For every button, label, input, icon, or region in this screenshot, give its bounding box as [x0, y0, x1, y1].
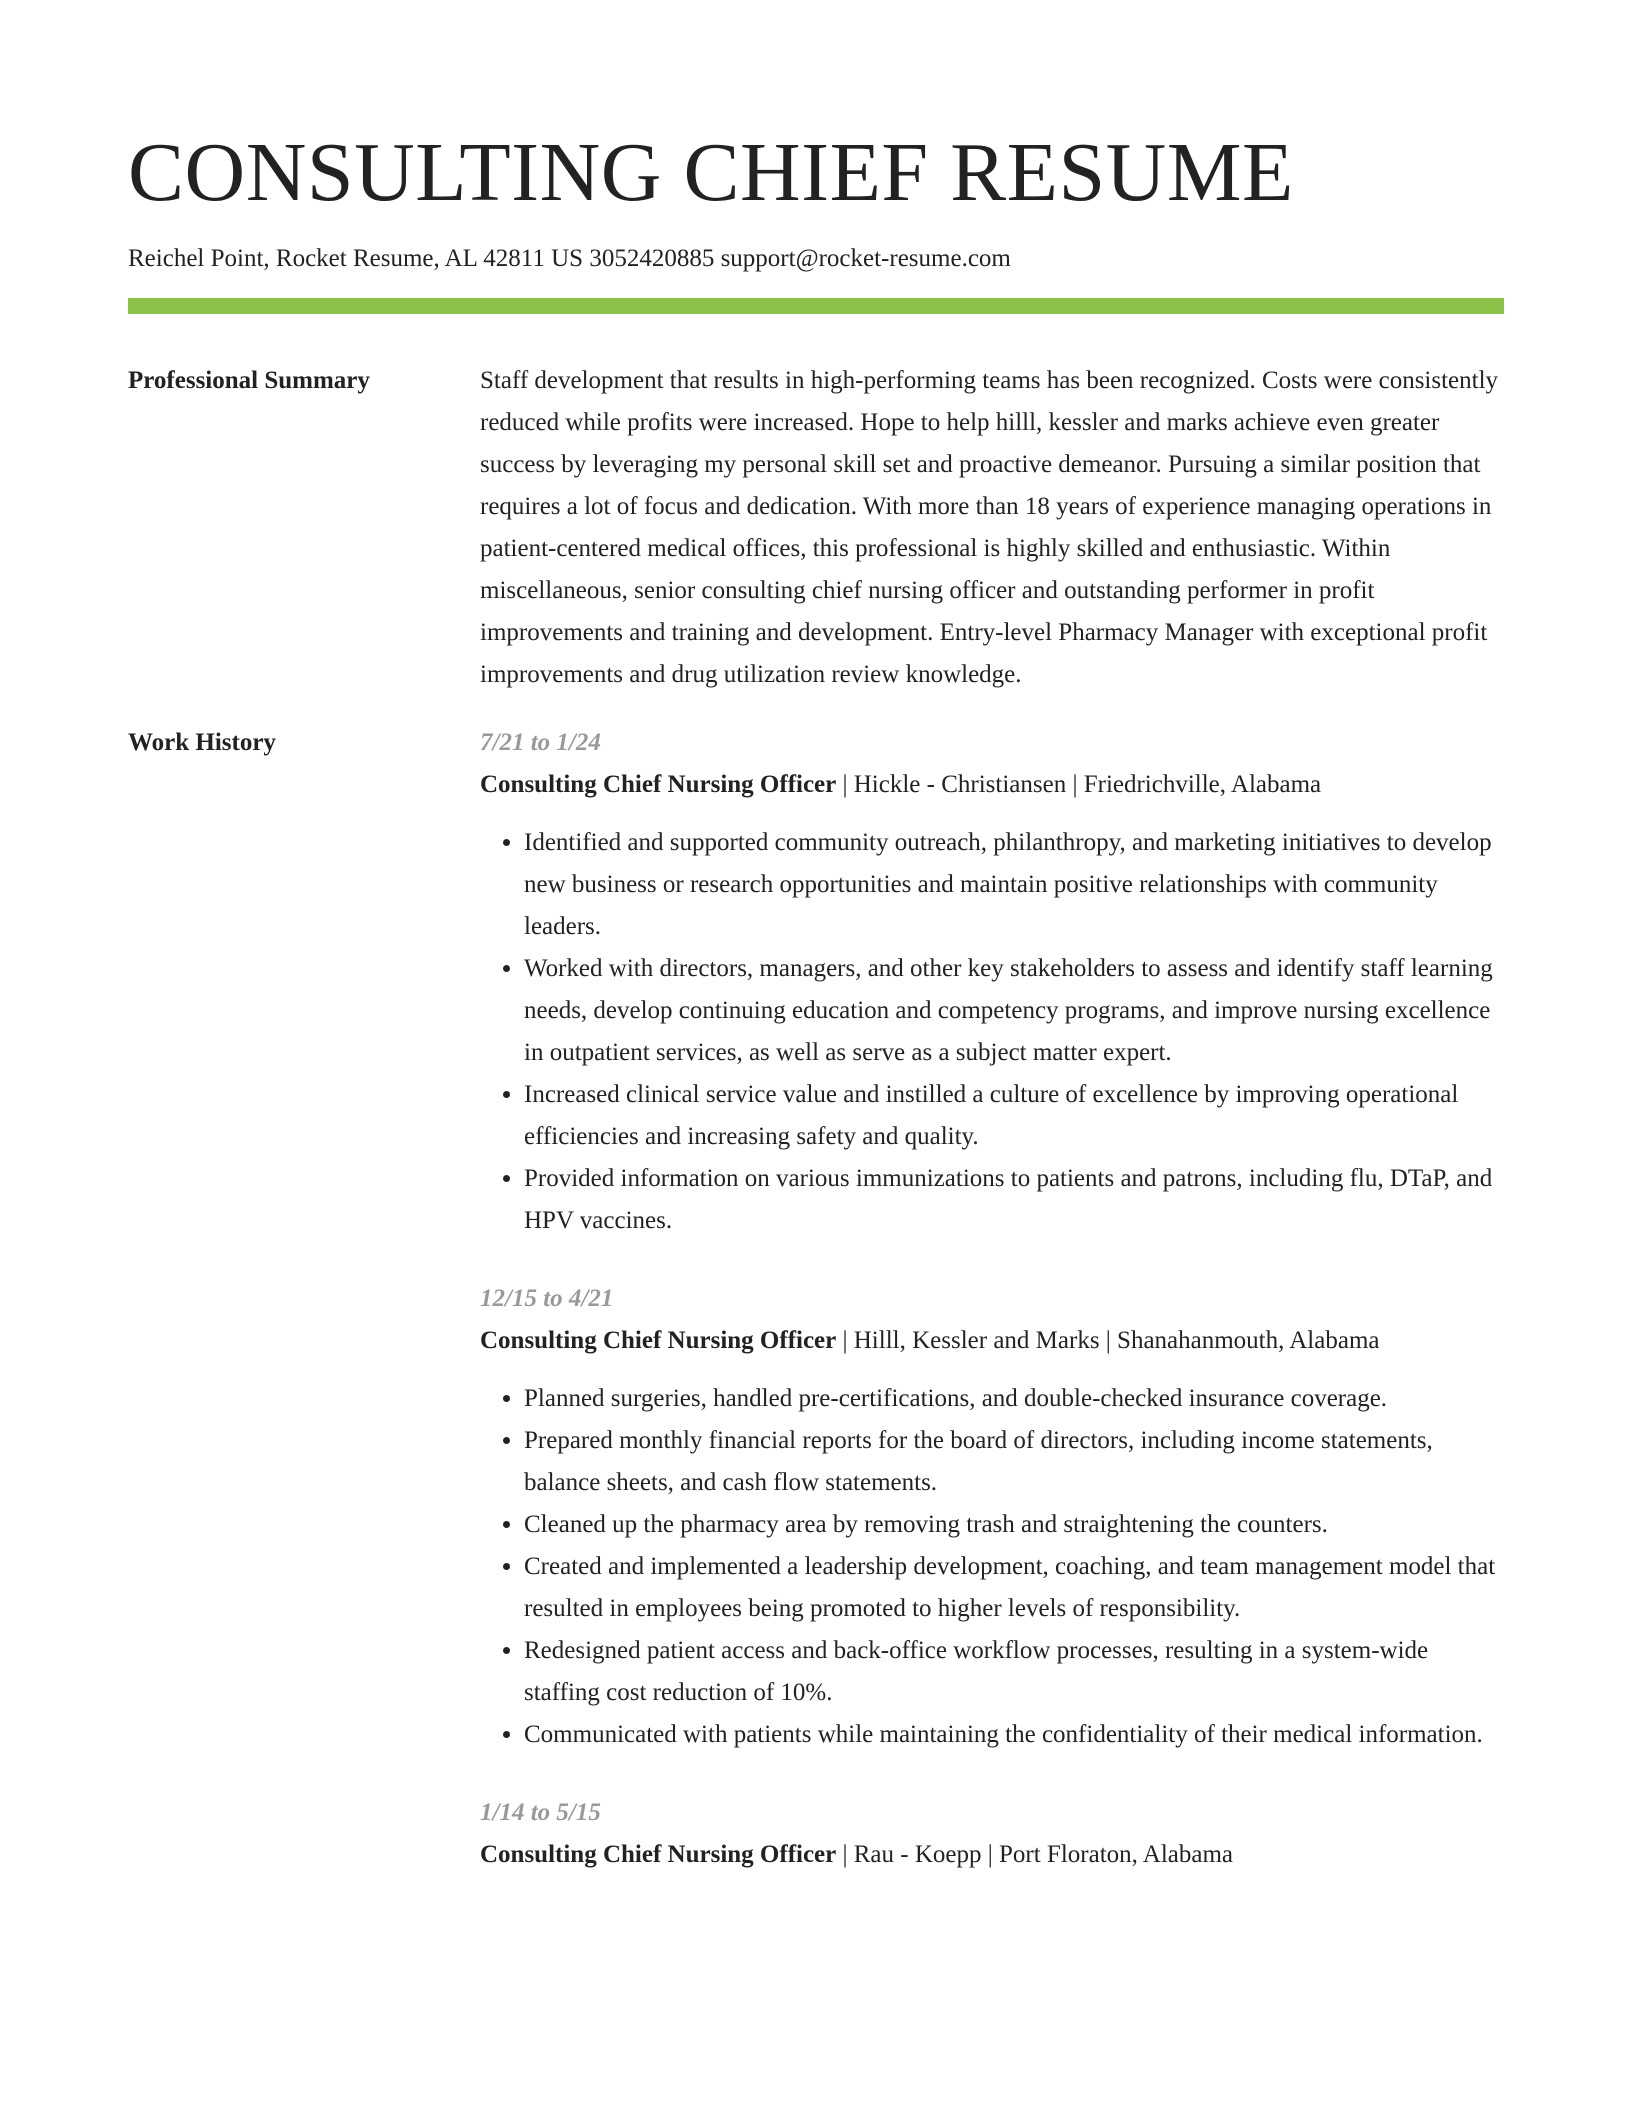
work-history-heading: Work History — [128, 729, 276, 756]
job-details: | Hilll, Kessler and Marks | Shanahanmouth, Alabama — [836, 1327, 1380, 1354]
header-divider — [128, 298, 1504, 314]
work-history-section — [128, 722, 1504, 1876]
job-dates: 7/21 to 1/24 — [480, 729, 601, 756]
job-title: Consulting Chief Nursing Officer — [480, 771, 837, 798]
job-bullet-item: • Created and implemented a leadership development, coaching, and team management model that resulted in employees being promoted to higher levels of responsibility. — [524, 1546, 1504, 1630]
job-details: | Rau - Koepp | Port Floraton, Alabama — [836, 1841, 1234, 1868]
contact-phone: 3052420885 — [589, 245, 721, 272]
summary-heading: Professional Summary — [128, 367, 370, 394]
job-entry — [480, 722, 1504, 1242]
job-title-line — [480, 1320, 1504, 1362]
contact-address: Reichel Point, Rocket Resume, AL 42811 US — [128, 245, 590, 272]
resume-name: CONSULTING CHIEF RESUME — [128, 126, 1294, 219]
job-bullet-item: • Worked with directors, managers, and other key stakeholders to assess and identify staff learning needs, develop continuing education and competency programs, and improve nursing excellence in outpatient services, as well as serve as a subject matter expert. — [524, 948, 1504, 1074]
job-details: | Hickle - Christiansen | Friedrichville, Alabama — [836, 771, 1322, 798]
summary-text: Staff development that results in high-performing teams has been recognized. Costs were consistently reduced while profits were increased. Hope to help hilll, kessler and marks achieve even greater success by leveraging my personal skill set and proactive demeanor. Pursuing a similar position that requires a lot of focus and dedication. With more than 18 years of experience managing operations in patient-centered medical offices, this professional is highly skilled and enthusiastic. Within miscellaneous, senior consulting chief nursing officer and outstanding performer in profit improvements and training and development. Entry-level Pharmacy Manager with exceptional profit improvements and drug utilization review knowledge. — [480, 367, 1499, 688]
job-bullet-item: • Increased clinical service value and instilled a culture of excellence by improving operational efficiencies and increasing safety and quality. — [524, 1074, 1504, 1158]
job-dates: 12/15 to 4/21 — [480, 1285, 614, 1312]
job-bullet-item: • Prepared monthly financial reports for the board of directors, including income statements, balance sheets, and cash flow statements. — [524, 1420, 1504, 1504]
job-entry — [480, 1792, 1504, 1876]
job-bullets — [480, 1378, 1504, 1756]
job-entry — [480, 1278, 1504, 1756]
job-dates: 1/14 to 5/15 — [480, 1799, 601, 1826]
job-bullet-item: • Planned surgeries, handled pre-certifications, and double-checked insurance coverage. — [524, 1378, 1504, 1420]
job-title-line — [480, 1834, 1504, 1876]
job-bullet-item: • Provided information on various immunizations to patients and patrons, including flu, DTaP, and HPV vaccines. — [524, 1158, 1504, 1242]
job-bullet-item: • Redesigned patient access and back-office workflow processes, resulting in a system-wide staffing cost reduction of 10%. — [524, 1630, 1504, 1714]
job-title: Consulting Chief Nursing Officer — [480, 1327, 837, 1354]
contact-email: support@rocket-resume.com — [720, 245, 1011, 272]
contact-line — [128, 242, 1504, 276]
job-title-line — [480, 764, 1504, 806]
job-bullets — [480, 822, 1504, 1242]
job-bullet-item: • Cleaned up the pharmacy area by removing trash and straightening the counters. — [524, 1504, 1504, 1546]
summary-section — [128, 360, 1504, 696]
job-bullet-item: • Communicated with patients while maintaining the confidentiality of their medical information. — [524, 1714, 1504, 1756]
resume-page — [128, 0, 1504, 1876]
summary-body — [480, 360, 1504, 696]
job-title: Consulting Chief Nursing Officer — [480, 1841, 837, 1868]
work-history-body — [480, 722, 1504, 1876]
job-bullet-item: • Identified and supported community outreach, philanthropy, and marketing initiatives to develop new business or research opportunities and maintain positive relationships with community leaders. — [524, 822, 1504, 948]
